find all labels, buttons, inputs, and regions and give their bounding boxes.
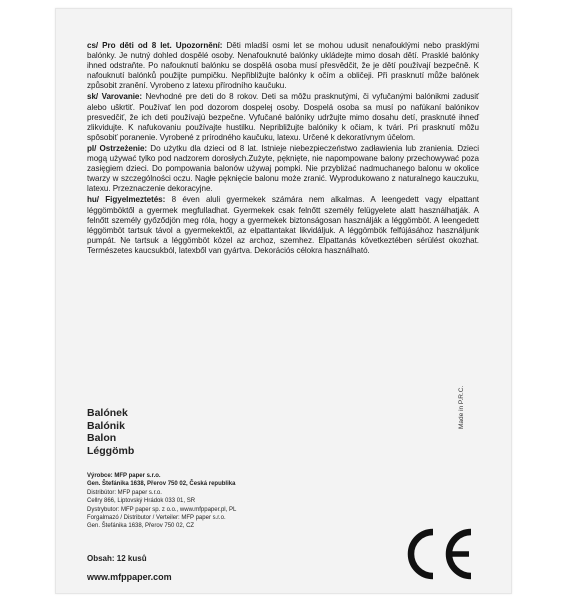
warning-sk xyxy=(87,92,479,142)
warning-pl-text: Do użytku dla dzieci od 8 lat. Istnieje niebezpieczeństwo zadławienia lub zranienia. Dzieci mogą używać tylko pod nadzorem dorosłych.Zużyte, pęknięte, nie napompowane balony przechowywać poza zasięgiem dzieci. Do pompowania balonów używaj pompki. Nie przybliżać nadmuchanego balonu w okolice twarzy w szczególności oczu. Nagłe pęknięcie balonu może zranić. Wyprodukowano z naturalnego kauczuku, latexu. Przeznaczenie dekoracyjne. xyxy=(87,143,479,194)
warning-cs-heading: cs/ Pro děti od 8 let. Upozornění: xyxy=(87,41,223,50)
product-name-pl: Balon xyxy=(87,432,117,444)
product-names xyxy=(87,407,134,457)
producer-line: Dystrybutor: MFP paper sp. z o.o., www.mfppaper.pl, PL xyxy=(87,506,237,513)
warning-hu xyxy=(87,195,479,256)
warning-cs xyxy=(87,41,479,91)
warning-pl-heading: pl/ Ostrzeżenie: xyxy=(87,143,148,153)
product-name-hu: Léggömb xyxy=(87,444,135,457)
producer-line: Gen. Štefánika 1638, Přerov 750 02, Česká republika xyxy=(87,481,236,488)
warning-hu-text: 8 éven aluli gyermekek számára nem alkalmas. A leengedett vagy elpattant léggömböktől a gyermek megfulladhat. Gyermekek csak felnőtt személy felügyelete alatt használhatják. A felnőtt személy győződjön meg róla, hogy a gyermekek biztonságosan használják a léggömböt. A leengedett léggömböt tartsuk távol a gyermekektől, az elpattantakat likvidáljuk. A léggömbök felfújásához használjunk pumpát. Ne tartsuk a léggömböt közel az archoz, szemhez. Elpattanás következtében sérülést okozhat. Természetes kaucsukból, latexből van gyártva. Dekorációs célokra használható. xyxy=(87,195,479,255)
warning-cs-text: Děti mladší osmi let se mohou udusit nenafouklými nebo prasklými balónky. Je nutný dohled dospělé osoby. Nenafouknuté balónky ukládejte mimo dosah dětí. Prasklé balónky ihned odstraňte. Po nafouknutí balónku se dospělá osoba musí přesvědčit, že je dětí používají bezpečně. K nafouknutí balónků použijte pumpičku. Nepřibližujte balónky k očím a obličeji. Při prasknutí může balónek způsobit zranění. Vyrobeno z latexu přírodního kaučuku. xyxy=(87,41,480,91)
producer-line: Výrobce: MFP paper s.r.o. xyxy=(87,473,161,479)
producer-line: Distribútor: MFP paper s.r.o. xyxy=(87,489,162,496)
ce-mark-c xyxy=(411,532,433,576)
producer-line: Forgalmazó / Distributor / Verteiler: MFP paper s.r.o. xyxy=(87,515,226,522)
ce-mark-icon xyxy=(403,526,475,582)
producer-info xyxy=(87,472,236,531)
producer-line: Gen. Štefánika 1638, Přerov 750 02, CZ xyxy=(87,523,195,530)
website-url: www.mfppaper.com xyxy=(87,572,172,582)
product-name-cs: Balónek xyxy=(87,407,128,419)
package-content: Obsah: 12 kusů xyxy=(87,554,147,563)
product-name-sk: Balónik xyxy=(87,419,125,432)
warning-sk-text: Nevhodné pre deti do 8 rokov. Deti sa môžu prasknutými, či vyfučanými balónikmi zadusiť alebo uškrtiť. Používať len pod dozorom dospelej osoby. Dospelá osoba sa musí po nafúkaní balónikov presvedčiť, že ich deti používajú bezpečne. Vyfučané balóniky udržujte mimo dosahu detí, prasknuté ihneď zlikvidujte. K nafukovaniu používajte hustilku. Nepribližujte balóniky k očiam, k tvári. Pri prasknutí môžu spôsobiť poranenie. Vyrobené z prírodného kaučuku, latexu. Určené k dekoratívnym účelom. xyxy=(87,92,479,142)
product-label-sheet xyxy=(55,8,512,594)
warning-hu-heading: hu/ Figyelmeztetés: xyxy=(87,195,166,205)
warning-pl xyxy=(87,144,479,194)
made-in-label: Made in P.R.C. xyxy=(458,385,465,429)
warning-sk-heading: sk/ Varovanie: xyxy=(87,92,143,102)
safety-warnings xyxy=(87,41,479,257)
producer-line: Cellry 866, Liptovský Hrádok 033 01, SR xyxy=(87,498,196,505)
